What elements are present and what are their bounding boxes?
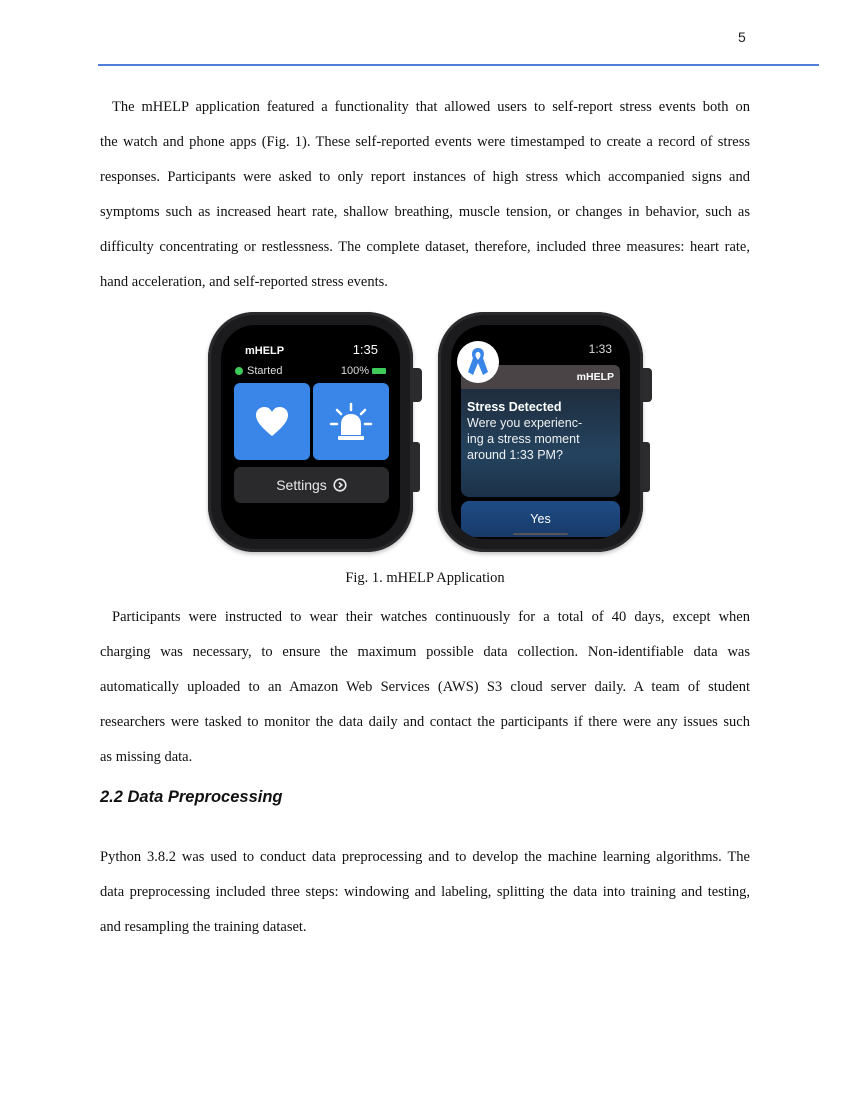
text-line: Participants were instructed to wear their watches continuously for a total of 40 days, except when	[112, 609, 750, 625]
side-button	[642, 442, 650, 492]
text-line: and resampling the training dataset.	[100, 919, 307, 935]
awareness-ribbon-icon	[465, 346, 491, 378]
text-line: responses. Participants were asked to only report instances of high stress which accompanied signs and	[100, 169, 750, 185]
paragraph-preprocessing	[100, 840, 750, 945]
heart-rate-tile-button[interactable]	[234, 383, 310, 460]
text-line: the watch and phone apps (Fig. 1). These self-reported events were timestamped to create a record of stress	[100, 134, 750, 150]
battery-percent: 100%	[340, 365, 369, 377]
notification-app-name: mHELP	[576, 371, 614, 383]
paragraph-data-collection	[100, 600, 750, 775]
notification-message-line: Were you experienc-	[467, 416, 583, 430]
clock-time: 1:33	[588, 342, 612, 356]
text-line: hand acceleration, and self-reported stress events.	[100, 274, 388, 290]
text-line: Python 3.8.2 was used to conduct data preprocessing and to develop the machine learning algorithms. The	[100, 849, 750, 865]
watch-notification-screen	[438, 312, 643, 552]
scroll-indicator	[513, 533, 568, 535]
page-number: 5	[738, 29, 746, 45]
settings-button[interactable]	[234, 467, 389, 503]
yes-button[interactable]: Yes	[461, 501, 620, 537]
paragraph-intro	[100, 90, 750, 300]
text-line: The mHELP application featured a functionality that allowed users to self-report stress events both on	[112, 99, 750, 115]
heart-icon	[255, 407, 289, 437]
alarm-siren-icon	[329, 402, 373, 442]
text-line: researchers were tasked to monitor the data daily and contact the participants if there were any issues such	[100, 714, 750, 730]
digital-crown	[642, 368, 652, 402]
notification-body	[461, 389, 620, 497]
report-stress-tile-button[interactable]	[313, 383, 389, 460]
battery-icon	[372, 368, 386, 374]
status-text: Started	[247, 365, 283, 377]
text-line: data preprocessing included three steps: windowing and labeling, splitting the data into training and testing,	[100, 884, 750, 900]
text-line: charging was necessary, to ensure the maximum possible data collection. Non-identifiable data was	[100, 644, 750, 660]
text-line: difficulty concentrating or restlessness. The complete dataset, therefore, included three measures: heart rate,	[100, 239, 750, 255]
battery-indicator	[341, 365, 386, 377]
text-line: as missing data.	[100, 749, 193, 765]
app-name: mHELP	[245, 345, 285, 357]
app-icon	[457, 341, 499, 383]
clock-time: 1:35	[352, 342, 378, 357]
settings-label: Settings	[276, 477, 327, 493]
figure-caption: Fig. 1. mHELP Application	[345, 570, 505, 586]
side-button	[412, 442, 420, 492]
watch-screen	[221, 325, 400, 539]
notification-message-line: around 1:33 PM?	[467, 448, 563, 462]
notification-title: Stress Detected	[467, 400, 562, 414]
watch-screen	[451, 325, 630, 539]
text-line: automatically uploaded to an Amazon Web Services (AWS) S3 cloud server daily. A team of student	[100, 679, 750, 695]
figure-mhelp-app	[208, 312, 656, 556]
status-dot-icon	[235, 367, 243, 375]
notification-message-line: ing a stress moment	[467, 432, 580, 446]
watch-home-screen	[208, 312, 413, 552]
header-rule	[98, 64, 819, 66]
status-indicator	[235, 365, 282, 377]
section-heading: 2.2 Data Preprocessing	[100, 788, 283, 806]
chevron-circle-right-icon	[333, 478, 347, 492]
text-line: symptoms such as increased heart rate, shallow breathing, muscle tension, or changes in behavior, such as	[100, 204, 750, 220]
digital-crown	[412, 368, 422, 402]
